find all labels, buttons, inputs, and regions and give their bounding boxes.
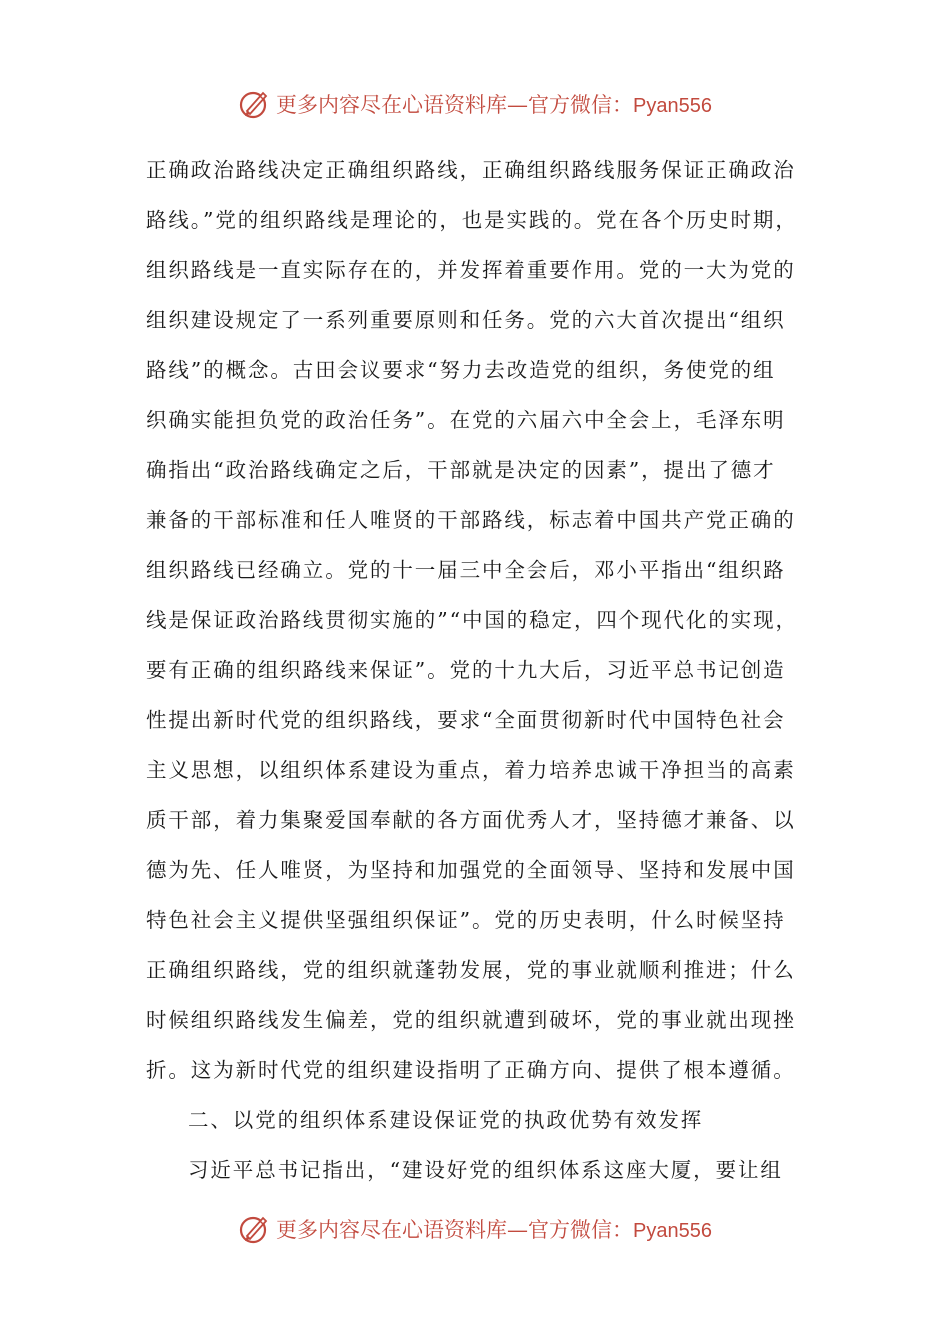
pen-logo-icon	[238, 87, 272, 121]
banner-text	[276, 1214, 712, 1244]
body-line: 确指出“政治路线确定之后，干部就是决定的因素”，提出了德才	[146, 458, 776, 482]
body-line: 组织路线已经确立。党的十一届三中全会后，邓小平指出“组织路	[146, 558, 786, 582]
banner-wechat-id: Pyan556	[633, 1220, 712, 1242]
body-line: 织确实能担负党的政治任务”。在党的六届六中全会上，毛泽东明	[146, 408, 786, 432]
body-line: 时候组织路线发生偏差，党的组织就遭到破坏，党的事业就出现挫	[146, 1008, 796, 1032]
footer-watermark-banner	[0, 1207, 950, 1251]
body-line: 折。这为新时代党的组织建设指明了正确方向、提供了根本遵循。	[146, 1058, 796, 1082]
body-line: 组织路线是一直实际存在的，并发挥着重要作用。党的一大为党的	[146, 258, 796, 282]
body-line: 正确组织路线，党的组织就蓬勃发展，党的事业就顺利推进；什么	[146, 958, 796, 982]
body-line: 要有正确的组织路线来保证”。党的十九大后，习近平总书记创造	[146, 658, 786, 682]
header-watermark-banner	[0, 82, 950, 126]
body-line: 质干部，着力集聚爱国奉献的各方面优秀人才，坚持德才兼备、以	[146, 808, 796, 832]
body-line: 主义思想，以组织体系建设为重点，着力培养忠诚干净担当的高素	[146, 758, 796, 782]
pen-logo-icon	[238, 1212, 272, 1246]
body-line: 正确政治路线决定正确组织路线，正确组织路线服务保证正确政治	[146, 158, 796, 182]
document-body	[146, 145, 806, 1195]
body-line: 性提出新时代党的组织路线，要求“全面贯彻新时代中国特色社会	[146, 708, 786, 732]
body-line: 组织建设规定了一系列重要原则和任务。党的六大首次提出“组织	[146, 308, 786, 332]
banner-wechat-id: Pyan556	[633, 95, 712, 117]
banner-text	[276, 89, 712, 119]
body-line: 路线”的概念。古田会议要求“努力去改造党的组织，务使党的组	[146, 358, 776, 382]
paragraph-start-line: 习近平总书记指出，“建设好党的组织体系这座大厦，要让组	[188, 1158, 783, 1182]
body-line: 路线。”党的组织路线是理论的，也是实践的。党在各个历史时期，	[146, 208, 798, 232]
body-line: 德为先、任人唯贤，为坚持和加强党的全面领导、坚持和发展中国	[146, 858, 796, 882]
banner-main-text: 更多内容尽在心语资料库—官方微信：	[276, 1218, 634, 1242]
body-line: 特色社会主义提供坚强组织保证”。党的历史表明，什么时候坚持	[146, 908, 786, 932]
section-heading: 二、以党的组织体系建设保证党的执政优势有效发挥	[188, 1108, 704, 1132]
banner-main-text: 更多内容尽在心语资料库—官方微信：	[276, 93, 634, 117]
body-line: 线是保证政治路线贯彻实施的”“中国的稳定，四个现代化的实现，	[146, 608, 798, 632]
body-line: 兼备的干部标准和任人唯贤的干部路线，标志着中国共产党正确的	[146, 508, 796, 532]
